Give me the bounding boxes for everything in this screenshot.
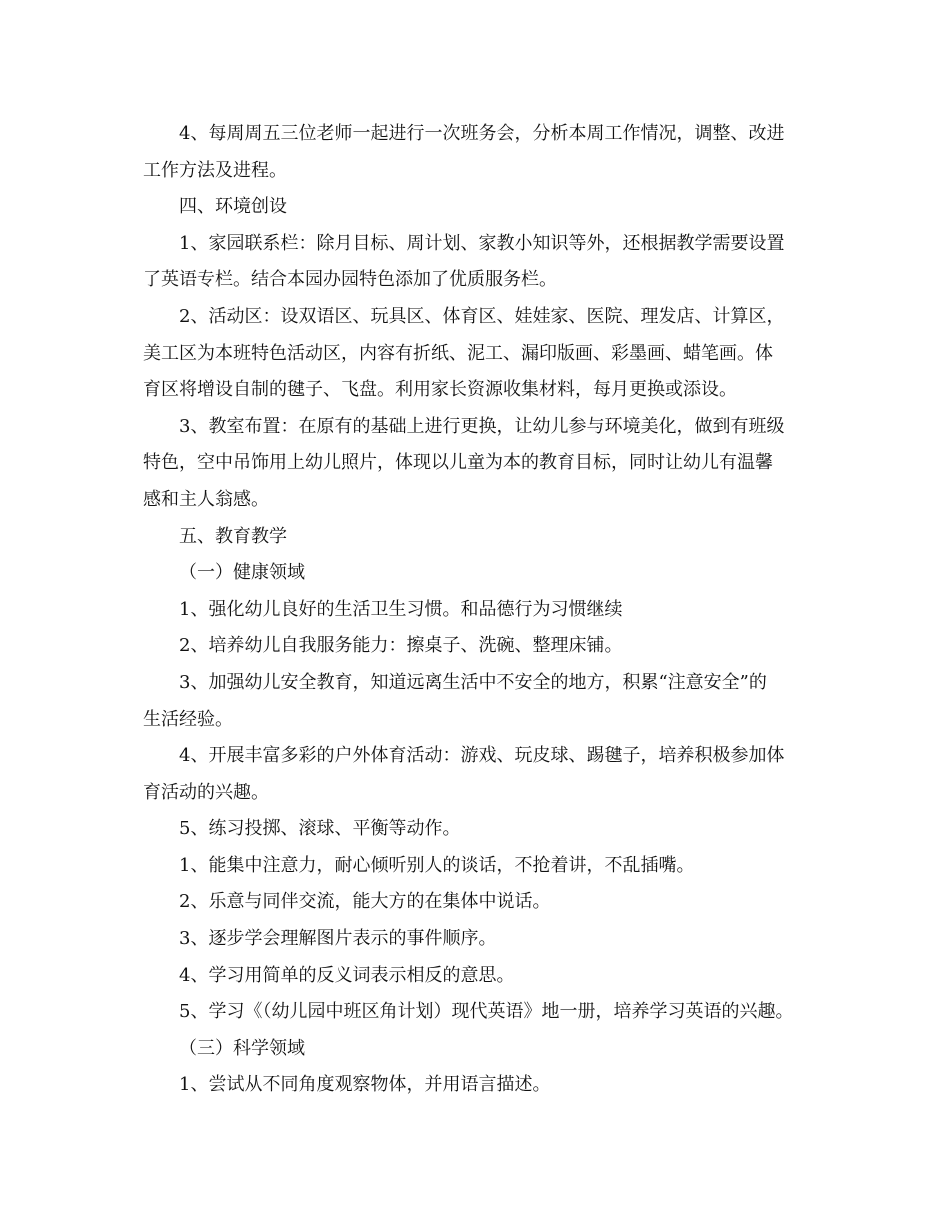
paragraph [143, 738, 823, 811]
paragraph-line: 育活动的兴趣。 [143, 781, 269, 803]
paragraph-line: 4、每周周五三位老师一起进行一次班务会，分析本周工作情况，调整、改进 [179, 123, 785, 144]
paragraph [143, 116, 823, 189]
paragraph [143, 958, 823, 995]
paragraph-line: （三）科学领域 [179, 1037, 305, 1059]
paragraph-line: 特色，空中吊饰用上幼儿照片，体现以儿童为本的教育目标，同时让幼儿有温馨 [143, 452, 773, 474]
paragraph-line: 4、开展丰富多彩的户外体育活动：游戏、玩皮球、踢毽子，培养积极参加体 [179, 745, 785, 767]
paragraph-line: 1、尝试从不同角度观察物体，并用语言描述。 [179, 1074, 551, 1096]
paragraph [143, 409, 823, 519]
paragraph-line: 了英语专栏。结合本园办园特色添加了优质服务栏。 [143, 269, 557, 291]
paragraph [143, 299, 823, 409]
paragraph-line: 四、环境创设 [179, 196, 287, 218]
paragraph [143, 1067, 823, 1104]
paragraph-line: 3、逐步学会理解图片表示的事件顺序。 [179, 928, 497, 950]
paragraph-line: 5、练习投掷、滚球、平衡等动作。 [179, 818, 461, 840]
paragraph-line: 育区将增设自制的毽子、飞盘。利用家长资源收集材料，每月更换或添设。 [143, 379, 737, 401]
paragraph-line: （一）健康领域 [179, 562, 305, 584]
paragraph [143, 628, 823, 665]
paragraph-line: 4、学习用简单的反义词表示相反的意思。 [179, 964, 515, 986]
paragraph-line: 2、培养幼儿自我服务能力：擦桌子、洗碗、整理床铺。 [179, 635, 623, 657]
paragraph [143, 665, 823, 738]
paragraph [143, 189, 823, 226]
paragraph-line: 5、学习《（幼儿园中班区角计划）现代英语》地一册，培养学习英语的兴趣。 [179, 1001, 794, 1023]
paragraph [143, 519, 823, 556]
paragraph-line: 感和主人翁感。 [143, 488, 269, 510]
paragraph [143, 848, 823, 885]
paragraph [143, 1031, 823, 1068]
paragraph [143, 994, 823, 1031]
paragraph [143, 555, 823, 592]
paragraph-line: 2、活动区：设双语区、玩具区、体育区、娃娃家、医院、理发店、计算区， [179, 305, 785, 327]
paragraph [143, 592, 823, 629]
document-body [143, 116, 823, 1104]
paragraph-line: 1、能集中注意力，耐心倾听别人的谈话，不抢着讲，不乱插嘴。 [179, 854, 695, 876]
paragraph-line: 五、教育教学 [179, 525, 287, 547]
paragraph [143, 226, 823, 299]
paragraph-line: 美工区为本班特色活动区，内容有折纸、泥工、漏印版画、彩墨画、蜡笔画。体 [143, 342, 773, 364]
paragraph [143, 921, 823, 958]
paragraph-line: 1、家园联系栏：除月目标、周计划、家教小知识等外，还根据教学需要设置 [179, 232, 785, 254]
paragraph-line: 2、乐意与同伴交流，能大方的在集体中说话。 [179, 891, 551, 913]
paragraph-line: 工作方法及进程。 [143, 159, 287, 181]
paragraph-line: 3、加强幼儿安全教育，知道远离生活中不安全的地方，积累“注意安全”的 [179, 671, 767, 693]
paragraph [143, 884, 823, 921]
paragraph-line: 3、教室布置：在原有的基础上进行更换，让幼儿参与环境美化，做到有班级 [179, 415, 785, 437]
paragraph [143, 811, 823, 848]
paragraph-line: 1、强化幼儿良好的生活卫生习惯。和品德行为习惯继续 [179, 598, 623, 620]
paragraph-line: 生活经验。 [143, 708, 233, 730]
